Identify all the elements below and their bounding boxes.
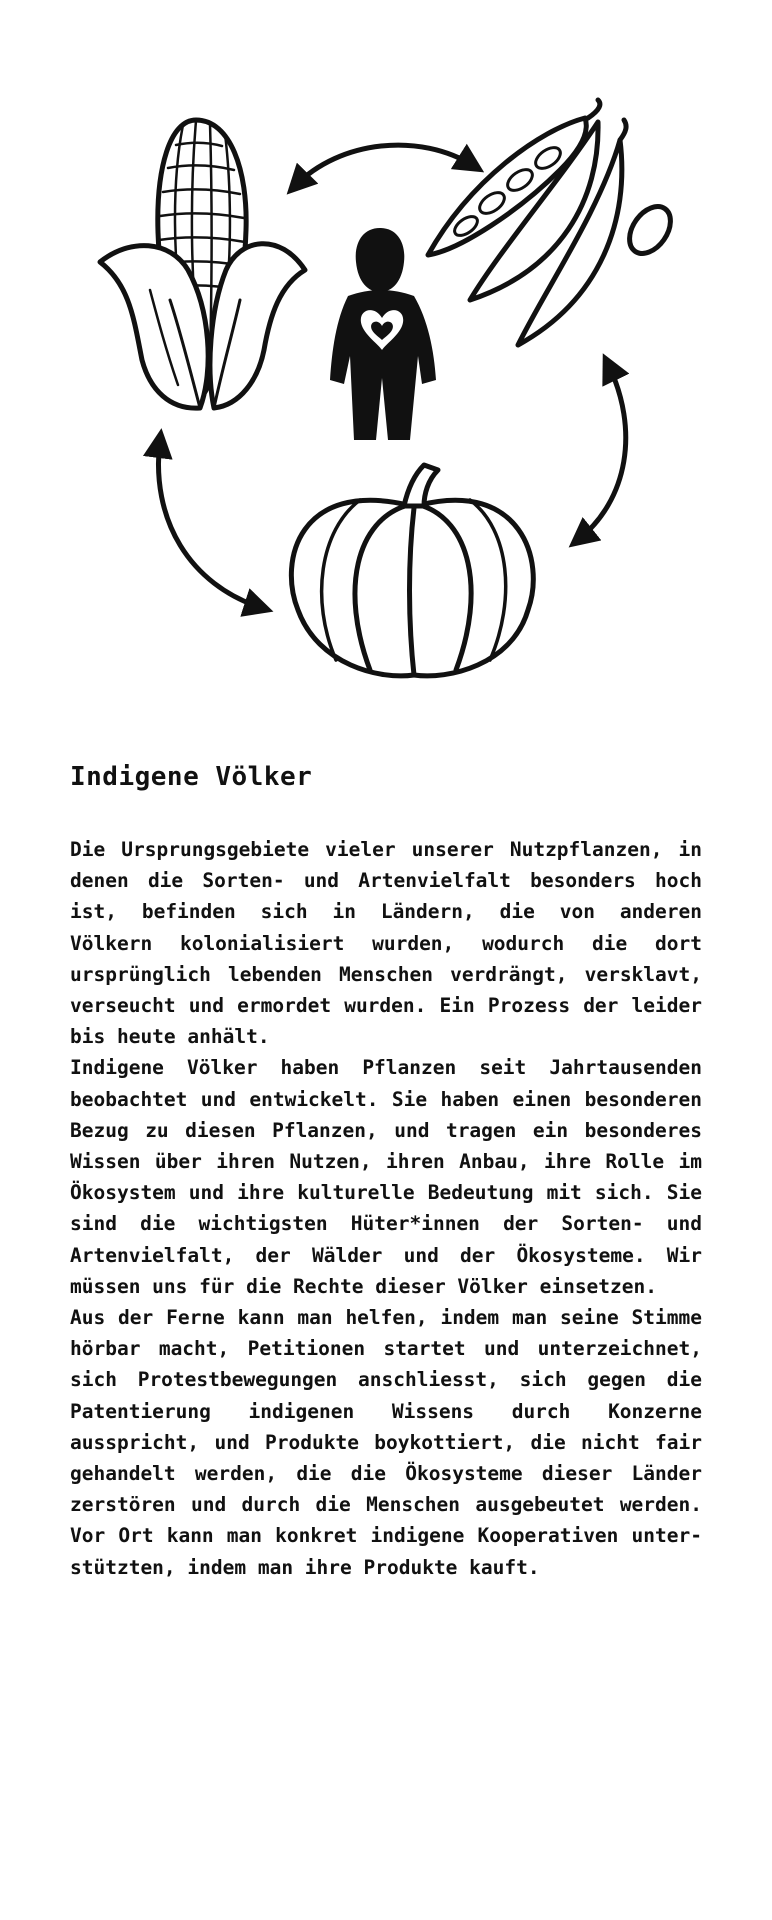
paragraph: Indigene Völker haben Pflanzen seit Jahrtausenden beobachtet und entwickelt. Sie haben einen besonderen Bezug zu diesen Pflanzen, und tragen ein besonderes Wissen über ihren Nutzen, ihren Anbau, ihre Rolle im Ökosystem und ihre kulturelle Bedeutung mit sich. Sie sind die wichtigsten Hüter*innen der Sorten- und Artenvielfalt, der Wälder und der Ökosysteme. Wir müssen uns für die Rechte dieser Völker einsetzen. [70, 1056, 702, 1298]
corn-icon [100, 120, 305, 408]
three-sisters-illustration [0, 0, 772, 700]
paragraph: Die Ursprungsgebiete vieler unserer Nutzpflanzen, in denen die Sorten- und Artenvielfalt besonders hoch ist, befinden sich in Ländern, die von anderen Völkern kolonialisiert wurden, wodurch die dort ursprünglich lebenden Menschen verdrängt, versklavt, verseucht und ermordet wurden. Ein Prozess der leider bis heute anhält. [70, 838, 702, 1049]
pumpkin-icon [291, 465, 533, 676]
page-title: Indigene Völker [70, 762, 313, 792]
bean-pod-icon [428, 100, 679, 345]
paragraph: Aus der Ferne kann man helfen, indem man seine Stimme hörbar macht, Petitionen startet und unterzeichnet, sich Protestbewegungen anschliesst, sich gegen die Patentierung indigenen Wissens durch Konzerne ausspricht, und Produkte boykottiert, die nicht fair gehandelt werden, die die Ökosysteme dieser Länder zerstören und durch die Menschen ausgebeutet werden. Vor Ort kann man konkret indigene Kooperativen unterstützten, indem man ihre Produkte kauft. [70, 1306, 702, 1579]
body-text [70, 834, 702, 1583]
person-heart-icon [330, 228, 436, 440]
